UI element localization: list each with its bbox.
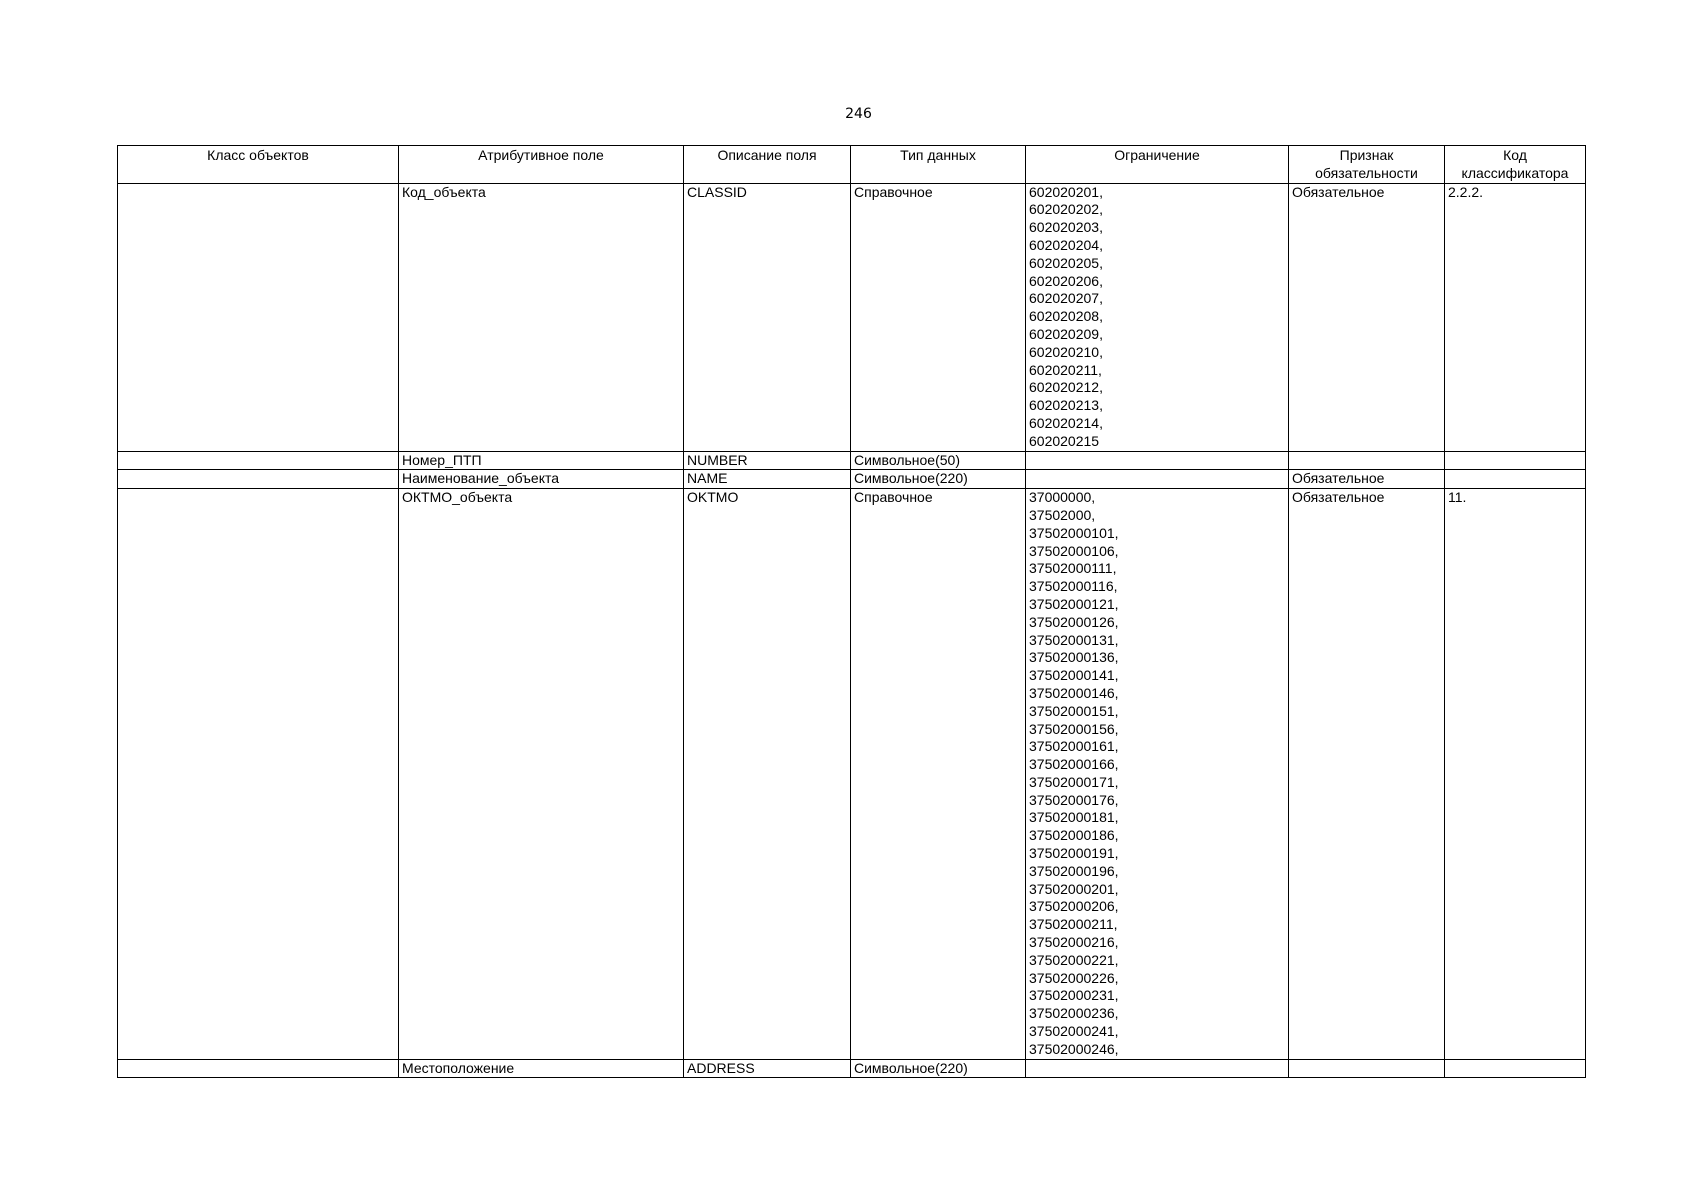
cell-classifier-code xyxy=(1445,451,1586,470)
header-mandatory: Признак обязательности xyxy=(1289,146,1445,184)
header-data-type: Тип данных xyxy=(851,146,1026,184)
cell-data-type: Символьное(50) xyxy=(851,451,1026,470)
cell-restriction xyxy=(1026,1059,1289,1078)
attribute-table xyxy=(117,145,1586,1078)
cell-classifier-code xyxy=(1445,470,1586,489)
cell-restriction xyxy=(1026,470,1289,489)
cell-data-type: Справочное xyxy=(851,489,1026,1060)
cell-object-class xyxy=(118,451,399,470)
cell-classifier-code: 2.2.2. xyxy=(1445,183,1586,451)
cell-field-description: NAME xyxy=(684,470,851,489)
cell-data-type: Символьное(220) xyxy=(851,1059,1026,1078)
table-row xyxy=(118,183,1586,451)
cell-mandatory xyxy=(1289,1059,1445,1078)
cell-object-class xyxy=(118,489,399,1060)
cell-classifier-code: 11. xyxy=(1445,489,1586,1060)
cell-field-description: CLASSID xyxy=(684,183,851,451)
header-restriction: Ограничение xyxy=(1026,146,1289,184)
page-number: 246 xyxy=(845,106,872,122)
cell-restriction xyxy=(1026,451,1289,470)
table-row xyxy=(118,1059,1586,1078)
cell-mandatory: Обязательное xyxy=(1289,183,1445,451)
cell-attribute-field: Код_объекта xyxy=(399,183,684,451)
cell-attribute-field: Наименование_объекта xyxy=(399,470,684,489)
table-header-row xyxy=(118,146,1586,184)
cell-attribute-field: Местоположение xyxy=(399,1059,684,1078)
cell-data-type: Символьное(220) xyxy=(851,470,1026,489)
header-field-description: Описание поля xyxy=(684,146,851,184)
cell-field-description: NUMBER xyxy=(684,451,851,470)
cell-attribute-field: Номер_ПТП xyxy=(399,451,684,470)
table-row xyxy=(118,451,1586,470)
header-classifier-code: Код классификатора xyxy=(1445,146,1586,184)
table-row xyxy=(118,470,1586,489)
cell-object-class xyxy=(118,1059,399,1078)
cell-classifier-code xyxy=(1445,1059,1586,1078)
cell-restriction: 602020201, 602020202, 602020203, 602020204, 602020205, 602020206, 602020207, 602020208, 602020209, 602020210, 602020211, 602020212, 602020213, 602020214, 602020215 xyxy=(1026,183,1289,451)
table-row xyxy=(118,489,1586,1060)
cell-mandatory: Обязательное xyxy=(1289,489,1445,1060)
cell-field-description: ADDRESS xyxy=(684,1059,851,1078)
header-attribute-field: Атрибутивное поле xyxy=(399,146,684,184)
cell-object-class xyxy=(118,183,399,451)
cell-object-class xyxy=(118,470,399,489)
cell-attribute-field: ОКТМО_объекта xyxy=(399,489,684,1060)
cell-data-type: Справочное xyxy=(851,183,1026,451)
cell-restriction: 37000000, 37502000, 37502000101, 37502000106, 37502000111, 37502000116, 37502000121, 37502000126, 37502000131, 37502000136, 37502000141, 37502000146, 37502000151, 37502000156, 37502000161, 37502000166, 37502000171, 37502000176, 37502000181, 37502000186, 37502000191, 37502000196, 37502000201, 37502000206, 37502000211, 37502000216, 37502000221, 37502000226, 37502000231, 37502000236, 37502000241, 37502000246, xyxy=(1026,489,1289,1060)
cell-mandatory: Обязательное xyxy=(1289,470,1445,489)
header-object-class: Класс объектов xyxy=(118,146,399,184)
cell-mandatory xyxy=(1289,451,1445,470)
cell-field-description: OKTMO xyxy=(684,489,851,1060)
